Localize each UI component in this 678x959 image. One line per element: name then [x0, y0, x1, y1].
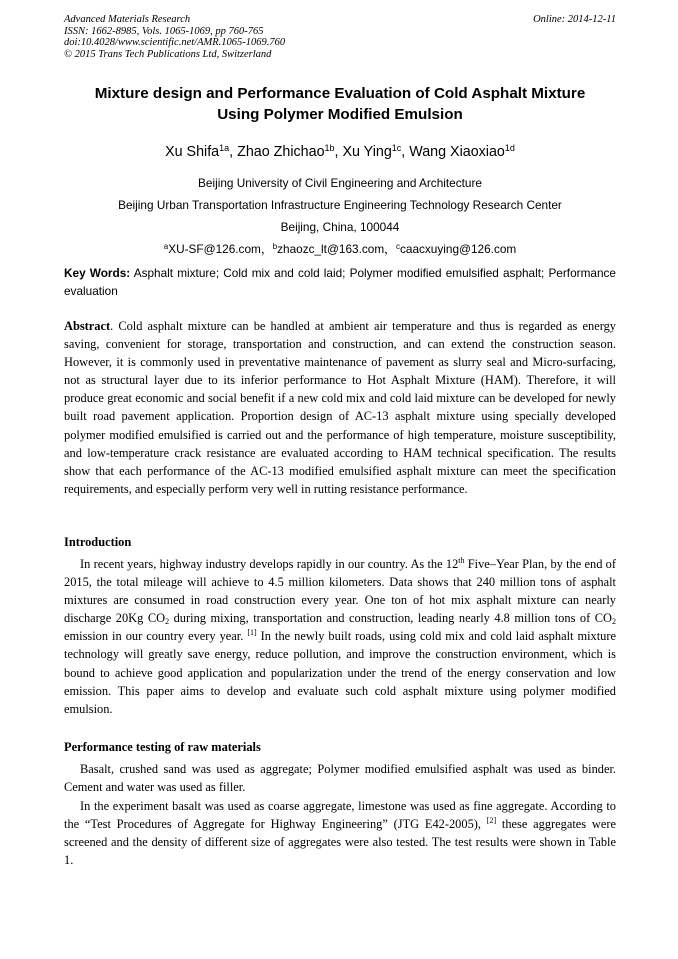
text-run: In the newly built roads, using cold mix and cold laid asphalt mixture technology will greatly save energy, reduce pollution, and improve the construction environment, which is bound to achieve good application and popularization under the trend of the energy conservation and low emission. This paper aims to develop and evaluate such cold asphalt mixture using polymer modified emulsion.	[64, 629, 617, 716]
email-separator: ，	[384, 242, 396, 256]
author-separator: ,	[334, 144, 343, 160]
affiliation-address: Beijing, China, 100044	[280, 220, 400, 234]
performance-paragraph-1: Basalt, crushed sand was used as aggregate; Polymer modified emulsified asphalt was used as binder. Cement and water was used as filler.	[64, 762, 616, 795]
title-line-1: Mixture design and Performance Evaluation of Cold Asphalt Mixture	[94, 85, 586, 102]
abstract-label: Abstract	[64, 319, 111, 333]
author-affiliation-mark: 1c	[391, 143, 402, 153]
author-affiliation-mark: 1b	[324, 143, 335, 153]
text-run: In recent years, highway industry develops rapidly in our country. As the 12	[80, 557, 459, 571]
email-mark: b	[272, 242, 278, 251]
author-name: Xu Shifa	[165, 144, 220, 160]
text-run: during mixing, transportation and construction, leading nearly 4.8 million tons of CO	[169, 611, 612, 626]
author-separator: ,	[401, 144, 410, 160]
paper-title	[64, 83, 616, 125]
copyright-line: © 2015 Trans Tech Publications Ltd, Switzerland	[64, 48, 272, 60]
subscript: 2	[165, 617, 170, 627]
author-affiliation-mark: 1a	[219, 143, 230, 153]
page-header	[64, 14, 616, 60]
subscript: 2	[612, 617, 616, 627]
author-affiliation-mark: 1d	[504, 143, 515, 153]
author-name: Zhao Zhichao	[237, 144, 325, 160]
introduction-paragraph	[64, 555, 616, 718]
online-date: Online: 2014-12-11	[533, 14, 616, 25]
email-mark: c	[395, 242, 400, 251]
performance-paragraph-2	[64, 797, 616, 869]
affiliation-research-center: Beijing Urban Transportation Infrastructure Engineering Technology Research Center	[118, 198, 562, 212]
keywords-text: Asphalt mixture; Cold mix and cold laid; Polymer modified emulsified asphalt; Performance evaluation	[64, 266, 616, 298]
citation-ref[interactable]: [1]	[247, 628, 257, 638]
abstract-text: . Cold asphalt mixture can be handled at ambient air temperature and thus is regarded as energy saving, convenient for storage, transportation and construction, and can extend the construction season. However, it is commonly used in preventative maintenance of pavement as slurry seal and Micro-surfacing, not as structural layer due to its inferior performance to Hot Asphalt Mixture (HAM). Therefore, it will produce great economic and social benefit if a new cold mix and cold laid mixture can be developed for newly built road pavement application. Proportion design of AC-13 asphalt mixture using specially developed polymer modified emulsified is carried out and the performance of high temperature, moisture susceptibility, and low-temperature crack resistance are evaluated according to HAM technical specification. The results show that each performance of the AC-13 modified emulsified asphalt mixture can meet the specification requirements, and especially perform very well in rutting resistance performance.	[64, 319, 616, 496]
email-mark: a	[163, 242, 169, 251]
doi-line: doi:10.4028/www.scientific.net/AMR.1065-1069.760	[64, 37, 286, 48]
author-name: Xu Ying	[342, 144, 392, 160]
abstract	[64, 317, 616, 498]
text-run: Five–Year Plan, by the end of 2015, the total mileage will achieve to 4.5 million kilometers. Data shows that 240 million tons of asphalt mixtures are consumed in road construction every year. One ton of hot mix asphalt mixture can nearly discharge 20Kg CO	[64, 557, 616, 626]
section-heading-introduction: Introduction	[64, 535, 132, 549]
keywords	[64, 264, 616, 300]
text-run: emission in our country every year.	[64, 629, 248, 644]
journal-name: Advanced Materials Research	[64, 14, 191, 25]
citation-ref[interactable]: [2]	[486, 816, 497, 826]
issn-line: ISSN: 1662-8985, Vols. 1065-1069, pp 760-765	[64, 25, 264, 37]
author-name: Wang Xiaoxiao	[409, 144, 505, 160]
text-run: these aggregates were screened and the density of different size of aggregates were also tested. The test results were shown in Table 1.	[64, 817, 616, 868]
email-address[interactable]: XU-SF@126.com	[168, 242, 261, 256]
email-separator: ，	[260, 242, 273, 256]
title-line-2: Using Polymer Modified Emulsion	[217, 106, 463, 123]
keywords-label: Key Words:	[64, 266, 131, 280]
author-emails	[64, 241, 616, 257]
author-list	[64, 142, 616, 162]
affiliation-university: Beijing University of Civil Engineering and Architecture	[198, 176, 482, 190]
email-address[interactable]: caacxuying@126.com	[399, 242, 517, 256]
text-run: In the experiment basalt was used as coarse aggregate, limestone was used as fine aggregate. According to the “Test Procedures of Aggregate for Highway Engineering” (JTG E42-2005),	[64, 799, 616, 832]
superscript: th	[458, 556, 465, 565]
email-address[interactable]: zhaozc_lt@163.com	[277, 242, 385, 256]
author-separator: ,	[229, 144, 238, 160]
section-heading-performance: Performance testing of raw materials	[64, 740, 261, 754]
